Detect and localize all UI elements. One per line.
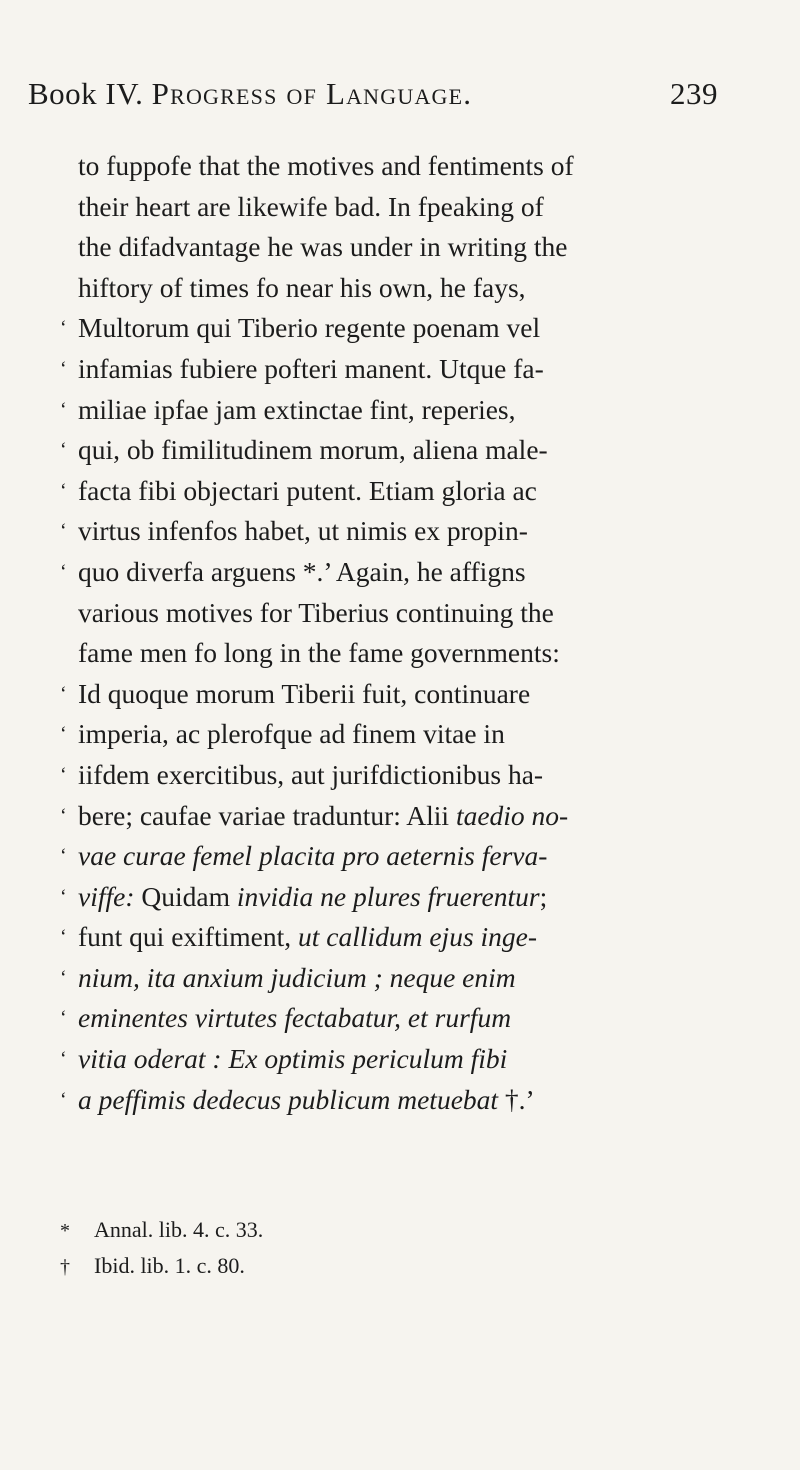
text-line	[60, 390, 745, 431]
footnotes	[60, 1212, 745, 1284]
chapter-title: Progress of Language.	[151, 76, 473, 111]
quote-mark: ‘	[60, 439, 67, 462]
text-line	[60, 958, 745, 999]
roman-text: facta fibi objectari putent. Etiam gloria ac	[78, 474, 537, 506]
body-text	[60, 146, 745, 1120]
text-line	[60, 714, 745, 755]
quote-mark: ‘	[60, 1048, 67, 1071]
roman-text: the difadvantage he was under in writing the	[78, 231, 568, 263]
page-number: 239	[670, 76, 718, 111]
roman-text: †.’	[498, 1083, 535, 1115]
roman-text: imperia, ac plerofque ad finem vitae in	[78, 718, 505, 750]
running-head	[28, 76, 718, 112]
text-line	[60, 349, 745, 390]
text-line	[60, 187, 745, 228]
roman-text: Multorum qui Tiberio regente poenam vel	[78, 312, 541, 344]
text-line	[60, 511, 745, 552]
italic-text: invidia ne plures fruerentur	[236, 880, 540, 912]
quote-mark: ‘	[60, 926, 67, 949]
quote-mark: ‘	[60, 560, 67, 583]
text-line	[60, 998, 745, 1039]
italic-text: ut callidum ejus inge-	[297, 921, 538, 953]
text-line	[60, 877, 745, 918]
italic-text: nium, ita anxium judicium ; neque enim	[78, 961, 516, 993]
roman-text: infamias fubiere pofteri manent. Utque fa-	[78, 352, 544, 384]
roman-text: Id quoque morum Tiberii fuit, continuare	[78, 677, 531, 709]
roman-text: their heart are likewife bad. In fpeaking of	[78, 190, 544, 222]
footnote-mark: *	[60, 1220, 70, 1242]
quote-mark: ‘	[60, 723, 67, 746]
italic-text: a peffimis dedecus publicum metuebat	[78, 1083, 499, 1115]
text-line	[60, 1080, 745, 1121]
footnote	[60, 1212, 745, 1248]
quote-mark: ‘	[60, 885, 67, 908]
text-line	[60, 268, 745, 309]
book-label: Book IV.	[28, 76, 144, 111]
quote-mark: ‘	[60, 317, 67, 340]
quote-mark: ‘	[60, 520, 67, 543]
text-line	[60, 917, 745, 958]
text-line	[60, 471, 745, 512]
quote-mark: ‘	[60, 804, 67, 827]
roman-text: quo diverfa arguens *.’ Again, he affigns	[78, 555, 526, 587]
roman-text: funt qui exiftiment,	[78, 921, 298, 953]
roman-text: iifdem exercitibus, aut jurifdictionibus ha-	[78, 758, 544, 790]
italic-text: eminentes virtutes fectabatur, et rurfum	[78, 1002, 512, 1034]
quote-mark: ‘	[60, 1088, 67, 1111]
roman-text: various motives for Tiberius continuing the	[78, 596, 554, 628]
quote-mark: ‘	[60, 763, 67, 786]
quote-mark: ‘	[60, 682, 67, 705]
text-line	[60, 227, 745, 268]
footnote-text: Ibid. lib. 1. c. 80.	[94, 1253, 245, 1278]
quote-mark: ‘	[60, 845, 67, 868]
text-line	[60, 593, 745, 634]
italic-text: taedio no-	[455, 799, 569, 831]
roman-text: ;	[539, 880, 548, 912]
text-line	[60, 1039, 745, 1080]
footnote	[60, 1248, 745, 1284]
text-line	[60, 674, 745, 715]
quote-mark: ‘	[60, 357, 67, 380]
italic-text: viffe:	[78, 880, 135, 912]
text-line	[60, 755, 745, 796]
quote-mark: ‘	[60, 1007, 67, 1030]
text-line	[60, 552, 745, 593]
quote-mark: ‘	[60, 398, 67, 421]
text-line	[60, 836, 745, 877]
roman-text: hiftory of times fo near his own, he fays,	[78, 271, 526, 303]
text-line	[60, 308, 745, 349]
italic-text: vitia oderat : Ex optimis periculum fibi	[78, 1043, 508, 1075]
roman-text: virtus infenfos habet, ut nimis ex propin-	[78, 515, 528, 547]
roman-text: miliae ipfae jam extinctae fint, reperies,	[78, 393, 516, 425]
text-line	[60, 146, 745, 187]
text-line	[60, 633, 745, 674]
quote-mark: ‘	[60, 479, 67, 502]
roman-text: bere; caufae variae traduntur: Alii	[78, 799, 456, 831]
roman-text: fame men fo long in the fame governments:	[78, 637, 560, 669]
roman-text: to fuppofe that the motives and fentiments of	[78, 150, 574, 181]
roman-text: qui, ob fimilitudinem morum, aliena male-	[78, 434, 548, 466]
footnote-mark: †	[60, 1256, 70, 1278]
roman-text: Quidam	[134, 880, 237, 912]
text-line	[60, 430, 745, 471]
text-line	[60, 796, 745, 837]
quote-mark: ‘	[60, 966, 67, 989]
footnote-text: Annal. lib. 4. c. 33.	[94, 1217, 264, 1242]
italic-text: vae curae femel placita pro aeternis ferva-	[78, 840, 548, 872]
